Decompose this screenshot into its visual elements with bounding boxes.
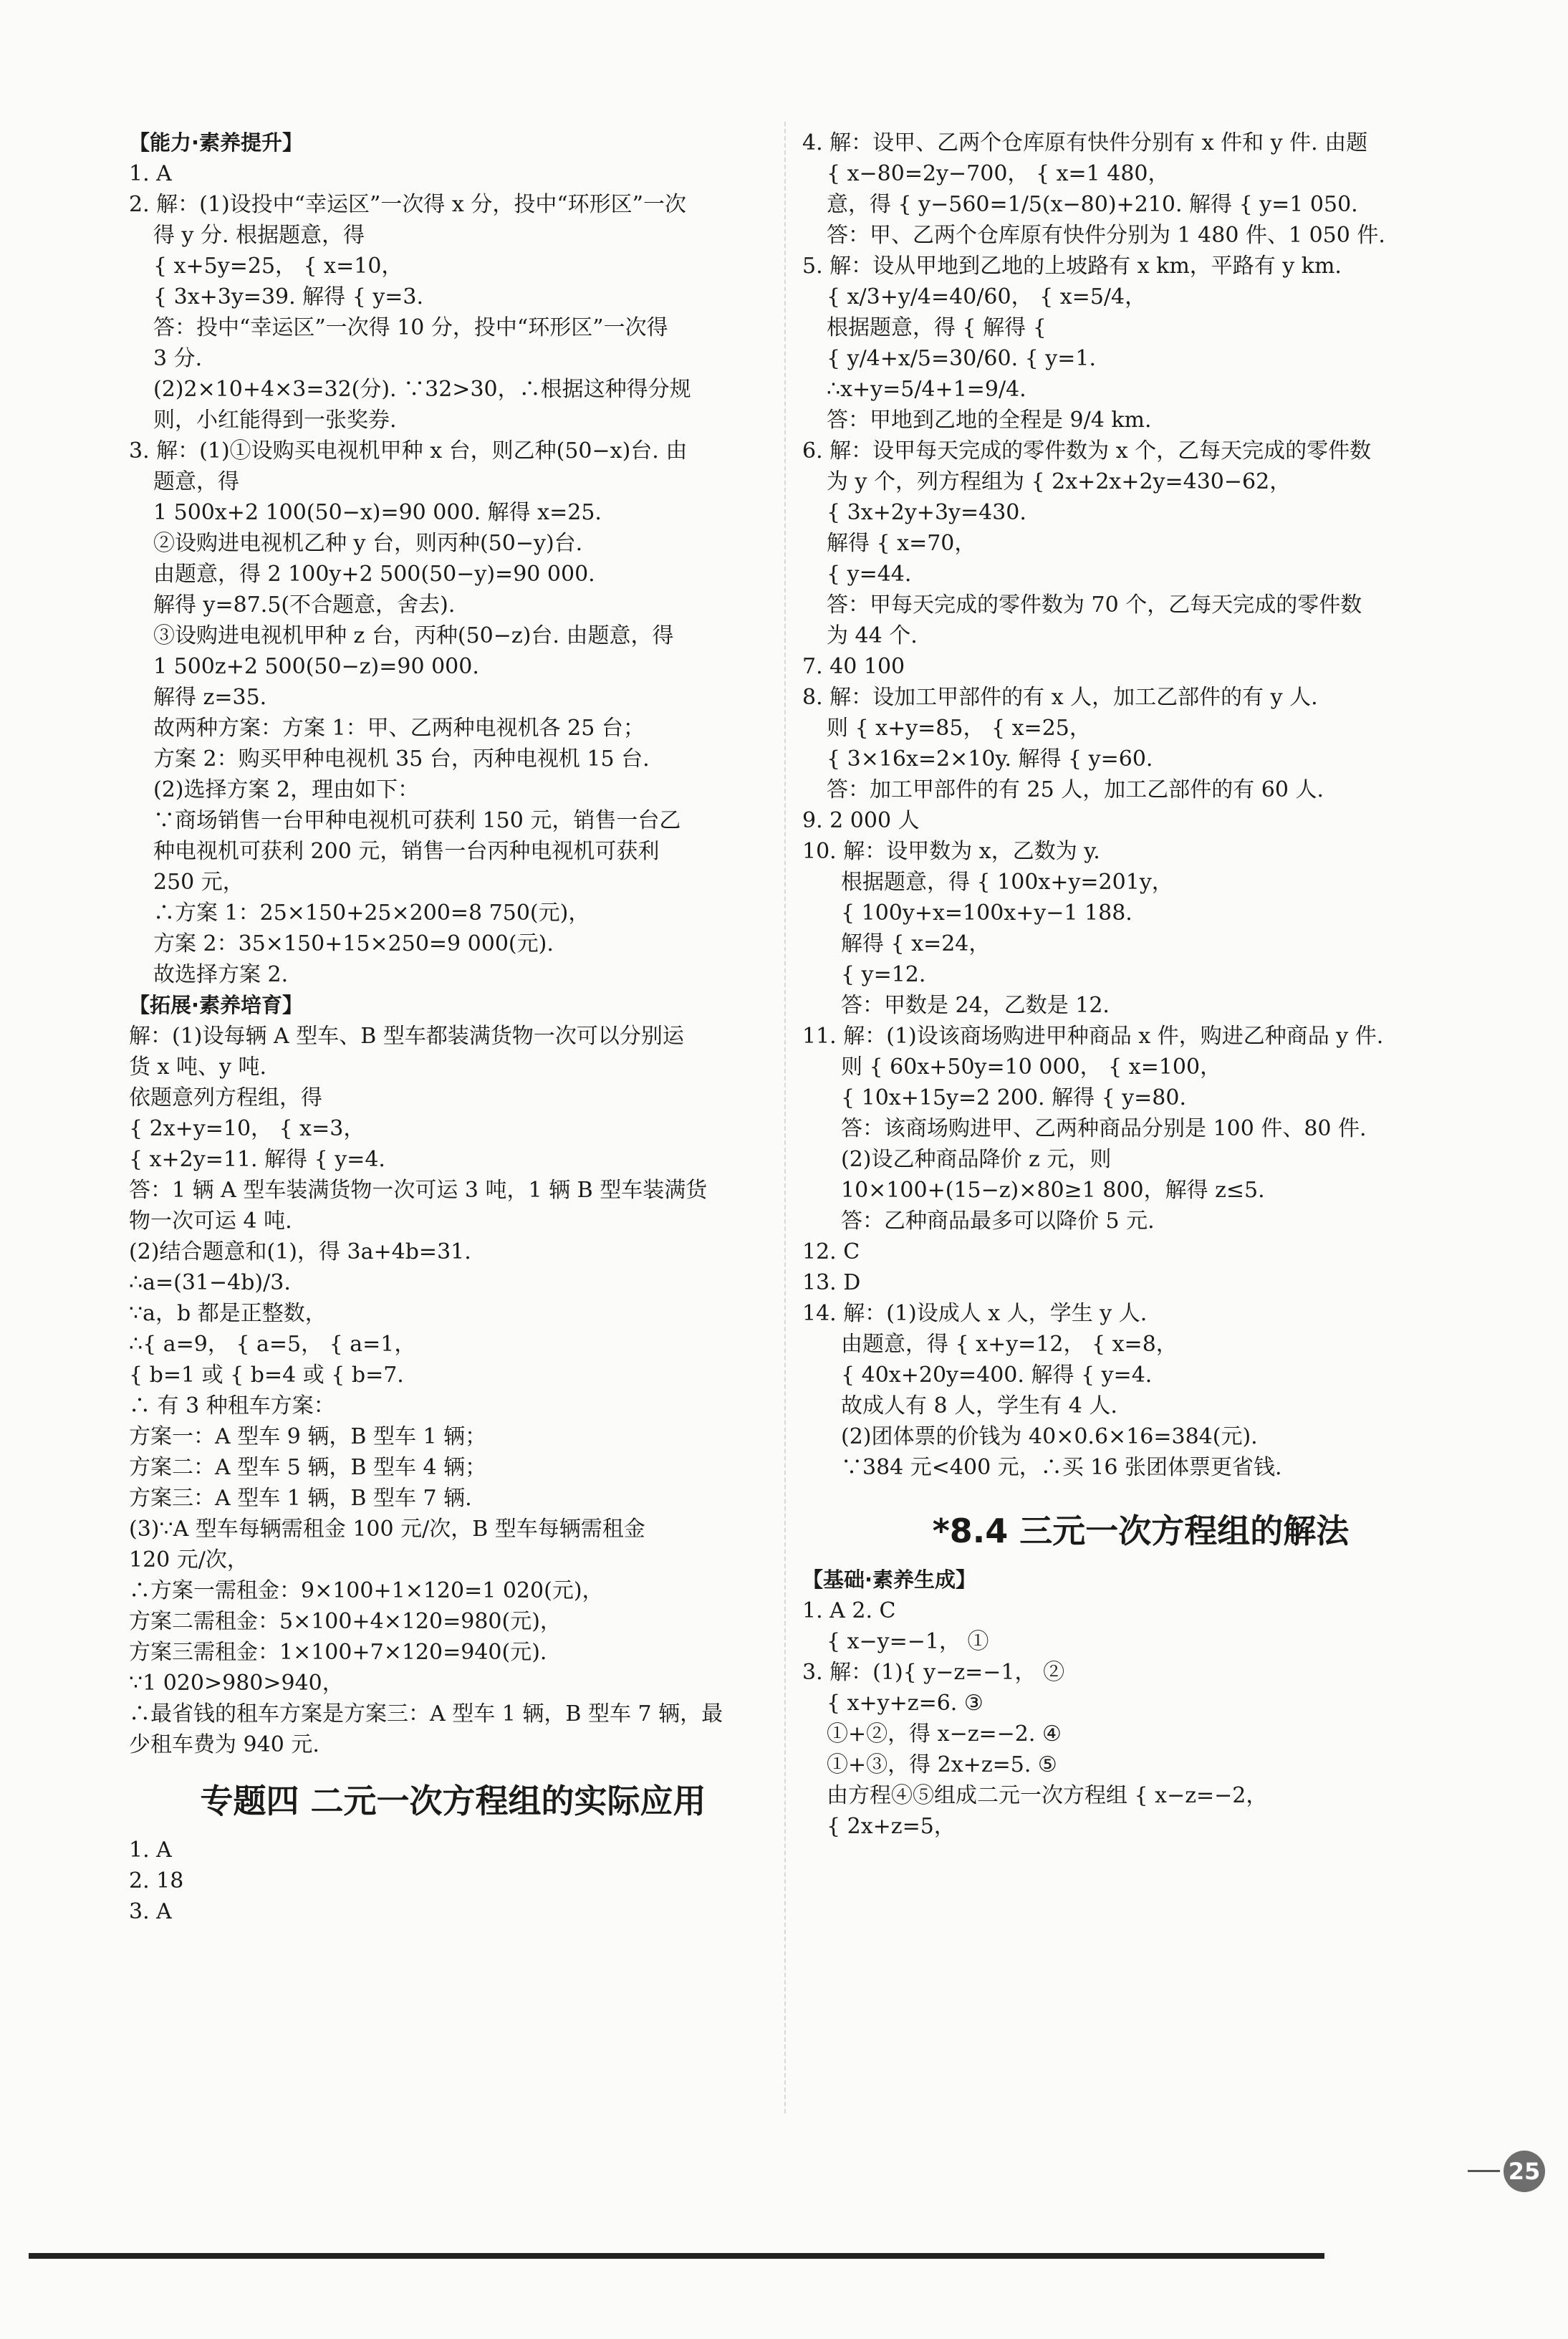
section-heading: 【拓展·素养培育】 [129,993,304,1017]
answer-line: ∴方案 1：25×150+25×200=8 750(元)， [153,900,590,926]
answer-line: { x+2y=11. 解得 { y=4. [129,1147,385,1172]
answer-line: 3. 解：(1)①设购买电视机甲种 x 台，则乙种(50−x)台. 由 [129,438,688,464]
chapter-title: 专题四 二元一次方程组的实际应用 [200,1782,706,1820]
answer-line: ∴a=(31−4b)/3. [129,1270,291,1295]
answer-line: { 3x+3y=39. 解得 { y=3. [153,284,424,309]
answer-line: ③设购进电视机甲种 z 台，丙种(50−z)台. 由题意，得 [153,623,674,648]
answer-line: 答：该商场购进甲、乙两种商品分别是 100 件、80 件. [841,1116,1367,1141]
answer-line: 解：(1)设每辆 A 型车、B 型车都装满货物一次可以分别运 [129,1024,684,1049]
answer-line: { x+y+z=6. ③ [827,1691,983,1716]
answer-line: ∴方案一需租金：9×100+1×120=1 020(元)， [129,1578,604,1603]
answer-line: 1 500x+2 100(50−x)=90 000. 解得 x=25. [153,500,602,525]
section-heading: 【基础·素养生成】 [802,1567,977,1592]
answer-line: 依题意列方程组，得 [129,1085,322,1110]
answer-line: 7. 40 100 [802,654,905,679]
answer-line: ②设购进电视机乙种 y 台，则丙种(50−y)台. [153,531,583,556]
answer-line: 答：乙种商品最多可以降价 5 元. [841,1209,1155,1234]
answer-line: 答：加工甲部件的有 25 人，加工乙部件的有 60 人. [827,777,1324,802]
page-number: 25 [1508,2158,1541,2185]
column-divider [784,122,786,2113]
answer-line: 种电视机可获利 200 元，销售一台丙种电视机可获利 [153,839,660,864]
page-number-line [1468,2170,1500,2172]
answer-line: { 3×16x=2×10y. 解得 { y=60. [827,746,1153,772]
answer-line: 1. A [129,1838,172,1863]
footer-bar [29,2253,1324,2259]
answer-line: ∴ 有 3 种租车方案： [129,1393,335,1418]
answer-line: 解得 { x=24， [841,931,991,956]
answer-line: 2. 解：(1)设投中“幸运区”一次得 x 分，投中“环形区”一次 [129,192,686,217]
answer-line: ①+②，得 x−z=−2. ④ [827,1721,1062,1747]
answer-line: ∴x+y=5/4+1=9/4. [827,377,1026,402]
answer-line: { x+5y=25， { x=10， [153,254,403,279]
answer-line: { 10x+15y=2 200. 解得 { y=80. [841,1085,1187,1110]
answer-line: ∵商场销售一台甲种电视机可获利 150 元，销售一台乙 [153,808,681,833]
answer-line: 3. 解：(1){ y−z=−1， ② [802,1660,1065,1685]
answer-line: ∴{ a=9， { a=5， { a=1， [129,1332,416,1357]
answer-line: 答：甲每天完成的零件数为 70 个，乙每天完成的零件数 [827,592,1362,618]
answer-line: 1 500z+2 500(50−z)=90 000. [153,654,479,679]
answer-line: 方案二需租金：5×100+4×120=980(元)， [129,1609,562,1634]
answer-line: { 40x+20y=400. 解得 { y=4. [841,1363,1153,1388]
answer-line: 故成人有 8 人，学生有 4 人. [841,1393,1117,1418]
answer-line: 3 分. [153,346,203,371]
answer-line: 答：甲数是 24，乙数是 12. [841,993,1110,1018]
answer-line: (3)∵A 型车每辆需租金 100 元/次，B 型车每辆需租金 [129,1517,645,1542]
chapter-title: *8.4 三元一次方程组的解法 [932,1512,1350,1550]
answer-line: 物一次可运 4 吨. [129,1209,292,1234]
answer-line: 为 y 个，列方程组为 { 2x+2x+2y=430−62， [827,469,1292,494]
answer-line: 货 x 吨、y 吨. [129,1055,267,1080]
answer-line: 1. A 2. C [802,1598,896,1623]
answer-line: ∵1 020>980>940， [129,1671,344,1696]
answer-line: ①+③，得 2x+z=5. ⑤ [827,1752,1057,1777]
answer-line: 方案三：A 型车 1 辆，B 型车 7 辆. [129,1486,472,1511]
answer-line: 根据题意，得 { 解得 { [827,315,1047,340]
answer-line: 意，得 { y−560=1/5(x−80)+210. 解得 { y=1 050. [827,192,1358,217]
answer-line: 故选择方案 2. [153,962,289,987]
answer-line: 13. D [802,1270,861,1295]
answer-line: 14. 解：(1)设成人 x 人，学生 y 人. [802,1301,1148,1326]
page-number-badge [1504,2151,1545,2192]
answer-line: 答：甲、乙两个仓库原有快件分别为 1 480 件、1 050 件. [827,223,1385,248]
answer-line: 解得 y=87.5(不合题意，舍去). [153,592,456,618]
answer-line: 4. 解：设甲、乙两个仓库原有快件分别有 x 件和 y 件. 由题 [802,130,1368,155]
answer-line: { 3x+2y+3y=430. [827,500,1026,525]
answer-line: 11. 解：(1)设该商场购进甲种商品 x 件，购进乙种商品 y 件. [802,1024,1384,1049]
answer-line: ∴最省钱的租车方案是方案三：A 型车 1 辆，B 型车 7 辆，最 [129,1701,723,1726]
answer-line: ∵384 元<400 元，∴买 16 张团体票更省钱. [841,1455,1282,1480]
left-column [129,128,777,1927]
answer-line: 则，小红能得到一张奖券. [153,408,397,433]
answer-line: 解得 z=35. [153,685,267,710]
answer-line: 由方程④⑤组成二元一次方程组 { x−z=−2， [827,1783,1268,1808]
answer-line: 根据题意，得 { 100x+y=201y， [841,870,1173,895]
answer-line: (2)团体票的价钱为 40×0.6×16=384(元). [841,1424,1258,1449]
answer-line: 为 44 个. [827,623,918,648]
answer-line: 250 元， [153,870,244,895]
answer-line: 故两种方案：方案 1：甲、乙两种电视机各 25 台； [153,716,645,741]
answer-line: 题意，得 [153,469,239,494]
answer-line: 10×100+(15−z)×80≥1 800，解得 z≤5. [841,1178,1265,1203]
answer-line: (2)设乙种商品降价 z 元，则 [841,1147,1112,1172]
answer-line: { y=44. [827,562,912,587]
answer-line: 则 { 60x+50y=10 000， { x=100， [841,1055,1222,1080]
answer-line: { x/3+y/4=40/60， { x=5/4， [827,284,1147,309]
answer-line: 由题意，得 { x+y=12， { x=8， [841,1332,1178,1357]
answer-line: 方案二：A 型车 5 辆，B 型车 4 辆； [129,1455,487,1480]
answer-line: ∵a，b 都是正整数， [129,1301,327,1326]
section-heading: 【能力·素养提升】 [129,130,304,155]
answer-line: 少租车费为 940 元. [129,1732,319,1757]
answer-line: 答：投中“幸运区”一次得 10 分，投中“环形区”一次得 [153,315,668,340]
answer-line: { y/4+x/5=30/60. { y=1. [827,346,1097,371]
answer-line: 则 { x+y=85， { x=25， [827,716,1091,741]
answer-line: 9. 2 000 人 [802,808,920,833]
answer-line: 5. 解：设从甲地到乙地的上坡路有 x km，平路有 y km. [802,254,1342,279]
answer-line: 8. 解：设加工甲部件的有 x 人，加工乙部件的有 y 人. [802,685,1318,710]
answer-line: 答：1 辆 A 型车装满货物一次可运 3 吨，1 辆 B 型车装满货 [129,1178,708,1203]
answer-line: 120 元/次， [129,1547,249,1572]
answer-line: { x−y=−1， ① [827,1629,989,1654]
right-column [802,128,1479,1842]
answer-line: 方案三需租金：1×100+7×120=940(元). [129,1640,547,1665]
answer-line: { 100y+x=100x+y−1 188. [841,900,1132,926]
answer-line: 2. 18 [129,1868,184,1893]
answer-line: { y=12. [841,962,926,987]
answer-line: 3. A [129,1899,172,1924]
answer-line: (2)选择方案 2，理由如下： [153,777,420,802]
answer-line: 1. A [129,161,172,186]
answer-line: 答：甲地到乙地的全程是 9/4 km. [827,408,1152,433]
answer-line: 方案 2：购买甲种电视机 35 台，丙种电视机 15 台. [153,746,650,772]
answer-line: (2)2×10+4×3=32(分). ∵32>30，∴根据这种得分规 [153,377,691,402]
answer-line: 解得 { x=70， [827,531,976,556]
answer-line: 由题意，得 2 100y+2 500(50−y)=90 000. [153,562,595,587]
answer-line: { 2x+z=5， [827,1814,956,1839]
answer-line: 得 y 分. 根据题意，得 [153,223,365,248]
answer-line: 6. 解：设甲每天完成的零件数为 x 个，乙每天完成的零件数 [802,438,1372,464]
answer-line: { b=1 或 { b=4 或 { b=7. [129,1363,404,1388]
answer-line: 12. C [802,1239,860,1264]
answer-line: { x−80=2y−700， { x=1 480， [827,161,1170,186]
answer-line: 10. 解：设甲数为 x，乙数为 y. [802,839,1100,864]
answer-line: 方案一：A 型车 9 辆，B 型车 1 辆； [129,1424,487,1449]
answer-line: 方案 2：35×150+15×250=9 000(元). [153,931,554,956]
answer-line: { 2x+y=10， { x=3， [129,1116,365,1141]
answer-line: (2)结合题意和(1)，得 3a+4b=31. [129,1239,471,1264]
